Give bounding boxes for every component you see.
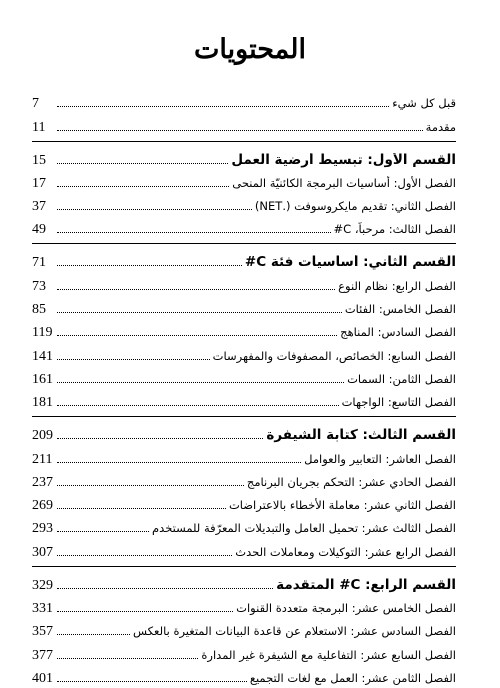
dot-leader — [57, 106, 389, 107]
toc-page-number: 269 — [32, 498, 53, 514]
dot-leader — [57, 163, 228, 164]
dot-leader — [57, 405, 339, 406]
toc-entry-title: الفصل السابع: الخصائص، المصفوفات والمفهرسات — [212, 348, 456, 363]
toc-entry[interactable] — [32, 515, 456, 538]
toc-page-number: 293 — [32, 521, 53, 537]
toc-page-number: 85 — [32, 302, 46, 318]
dot-leader — [57, 312, 342, 313]
dot-leader — [57, 611, 233, 612]
toc-entry[interactable] — [32, 366, 456, 389]
toc-entry[interactable] — [32, 492, 456, 515]
toc-page-number: 329 — [32, 577, 53, 593]
toc-entry-title: الفصل الخامس: الفئات — [344, 302, 456, 317]
toc-entry[interactable] — [32, 342, 456, 365]
toc-page-number: 37 — [32, 199, 46, 215]
toc-section-entry[interactable] — [32, 569, 456, 595]
toc-entry[interactable] — [32, 296, 456, 319]
toc-entry[interactable] — [32, 665, 456, 688]
dot-leader — [57, 588, 273, 589]
toc-entry-title: الفصل السابع عشر: التفاعلية مع الشيفرة غير المدارة — [201, 647, 456, 662]
toc-entry-title: الفصل التاسع: الواجهات — [341, 395, 456, 410]
dot-leader — [57, 382, 344, 383]
toc-entry-title: الفصل الرابع: نظام النوع — [338, 278, 456, 293]
toc-page-number: 7 — [32, 96, 39, 112]
toc-page-number: 211 — [32, 451, 53, 467]
toc-entry[interactable] — [32, 90, 456, 113]
toc-page-number: 73 — [32, 278, 46, 294]
dot-leader — [57, 438, 263, 439]
toc-page-number: 209 — [32, 428, 53, 444]
toc-entry[interactable] — [32, 618, 456, 641]
toc-page-number: 141 — [32, 348, 53, 364]
dot-leader — [57, 531, 149, 532]
toc-page-number: 377 — [32, 647, 53, 663]
toc-page-number: 161 — [32, 371, 53, 387]
toc-entry-title: الفصل الثاني: تقديم مايكروسوفت (.NET) — [254, 199, 456, 214]
toc-entry-title: الفصل الحادي عشر: التحكم بجريان البرنامج — [246, 474, 456, 489]
toc-page-number: 357 — [32, 624, 53, 640]
toc-entry-title: الفصل السادس عشر: الاستعلام عن قاعدة البيانات المتغيرة بالعكس — [133, 624, 456, 639]
toc-entry-title: الفصل الثاني عشر: معاملة الأخطاء بالاعتراضات — [228, 498, 456, 513]
dot-leader — [57, 462, 301, 463]
dot-leader — [57, 508, 226, 509]
toc-page-number: 15 — [32, 152, 46, 168]
toc-entry[interactable] — [32, 216, 456, 239]
toc-page-number: 17 — [32, 175, 46, 191]
toc-entry-title: الفصل الرابع عشر: التوكيلات ومعاملات الحدث — [235, 544, 456, 559]
toc-entry[interactable] — [32, 641, 456, 664]
toc-entry[interactable] — [32, 113, 456, 136]
toc-page-number: 119 — [32, 325, 53, 341]
toc-entry-title: الفصل الثامن عشر: العمل مع لغات التجميع — [249, 670, 456, 685]
section-divider — [32, 141, 456, 142]
toc-section-entry[interactable] — [32, 246, 456, 272]
dot-leader — [57, 485, 244, 486]
dot-leader — [57, 681, 247, 682]
toc-entry-title: الفصل الخامس عشر: البرمجة متعددة القنوات — [236, 601, 456, 616]
toc-entry[interactable] — [32, 272, 456, 295]
toc-page-number: 181 — [32, 395, 53, 411]
toc-entry[interactable] — [32, 170, 456, 193]
toc-entry[interactable] — [32, 538, 456, 561]
toc-entry-title: قبل كل شيء — [392, 96, 456, 111]
toc-entry-title: الفصل الثالث: مرحباً، C# — [333, 222, 456, 237]
toc-entry[interactable] — [32, 193, 456, 216]
toc-entry-title: الفصل الثامن: السمات — [347, 371, 456, 386]
dot-leader — [57, 634, 130, 635]
toc-entry[interactable] — [32, 469, 456, 492]
toc-entry-title: القسم الثالث: كتابة الشيفرة — [266, 428, 456, 444]
dot-leader — [57, 209, 252, 210]
page-title: المحتويات — [193, 34, 307, 65]
dot-leader — [57, 289, 335, 290]
toc-page-number: 307 — [32, 544, 53, 560]
toc-page-number: 331 — [32, 601, 53, 617]
section-divider — [32, 416, 456, 417]
toc-section-entry[interactable] — [32, 419, 456, 445]
dot-leader — [57, 232, 331, 233]
dot-leader — [57, 658, 198, 659]
toc-entry-title: الفصل السادس: المناهج — [340, 325, 456, 340]
toc-entry[interactable] — [32, 445, 456, 468]
toc-entry-title: الفصل العاشر: التعابير والعوامل — [304, 451, 456, 466]
toc-entry[interactable] — [32, 595, 456, 618]
toc-page-number: 71 — [32, 255, 46, 271]
section-divider — [32, 243, 456, 244]
toc-entry-title: الفصل الثالث عشر: تحميل العامل والتبديلات المعرّفة للمستخدم — [152, 521, 456, 536]
toc-page-number: 11 — [32, 119, 46, 135]
dot-leader — [57, 359, 210, 360]
dot-leader — [57, 335, 337, 336]
toc-section-entry[interactable] — [32, 144, 456, 170]
dot-leader — [57, 130, 423, 131]
table-of-contents — [32, 90, 456, 688]
toc-entry[interactable] — [32, 319, 456, 342]
dot-leader — [57, 555, 232, 556]
section-divider — [32, 566, 456, 567]
toc-page-number: 401 — [32, 670, 53, 686]
toc-entry[interactable] — [32, 389, 456, 412]
toc-page-number: 49 — [32, 222, 46, 238]
dot-leader — [57, 186, 229, 187]
dot-leader — [57, 265, 242, 266]
toc-entry-title: الفصل الأول: أساسيات البرمجة الكائنيّة المنحى — [232, 175, 456, 190]
toc-entry-title: القسم الرابع: C# المتقدمة — [276, 577, 456, 593]
toc-page-number: 237 — [32, 474, 53, 490]
toc-entry-title: مقدمة — [425, 119, 456, 134]
toc-entry-title: القسم الأول: تبسيط أرضية العمل — [231, 152, 456, 168]
toc-entry-title: القسم الثاني: أساسيات فئة C# — [244, 255, 456, 271]
